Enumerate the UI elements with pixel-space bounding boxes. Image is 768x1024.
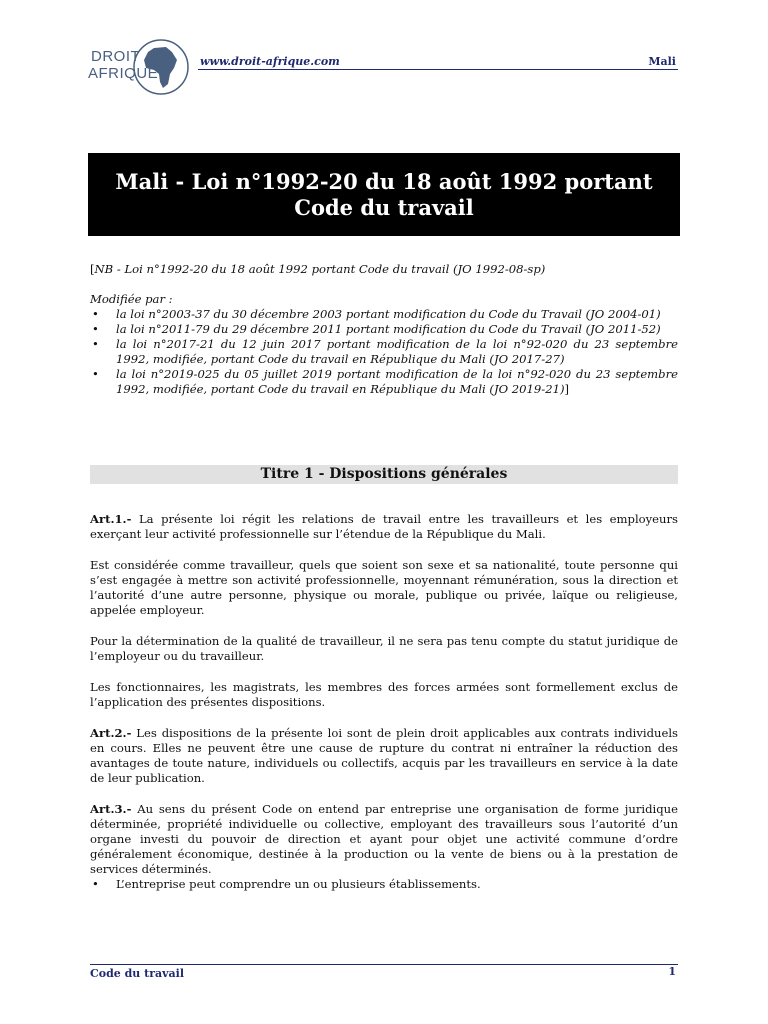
article-3-text-1: Au sens du présent Code on entend par entreprise une organisation de forme juridique déterminée, propriété individuelle ou collective, employant des travailleurs sous l’autorité d’un organe investi du pouvoir de direction et ayant pour objet une activité commune d’ordre généralement économique, destinée à la production ou la vente de biens ou à la prestation de services déterminés. — [90, 802, 678, 876]
nb-note — [90, 262, 678, 397]
header-country: Mali — [648, 55, 676, 68]
document-title: Mali - Loi n°1992-20 du 18 août 1992 portant Code du travail — [115, 168, 653, 220]
africa-globe-icon — [132, 38, 190, 96]
article-3-list — [90, 877, 678, 892]
article-1-paragraph-2: Est considérée comme travailleur, quels que soient son sexe et sa nationalité, toute personne qui s’est engagée à mettre son activité professionnelle, moyennant rémunération, sous la direction et l’autorité d’une autre personne, physique ou morale, publique ou privée, laïque ou religieuse, appelée employeur. — [90, 558, 678, 617]
document-body — [90, 512, 678, 892]
article-2-label: Art.2.- — [90, 726, 132, 740]
article-1-text-1: La présente loi régit les relations de travail entre les travailleurs et les employeurs exerçant leur activité professionnelle sur l’étendue de la République du Mali. — [90, 512, 678, 541]
article-3-bullet: • L’entreprise peut comprendre un ou plusieurs établissements. — [90, 877, 678, 892]
amendment-list — [90, 307, 678, 397]
footer-title: Code du travail — [90, 967, 185, 980]
droit-afrique-logo — [88, 38, 198, 96]
section-heading: Titre 1 - Dispositions générales — [90, 465, 678, 484]
amendment-item: • la loi n°2017-21 du 12 juin 2017 portant modification de la loi n°92-020 du 23 septembre 1992, modifiée, portant Code du travail en République du Mali (JO 2017-27) — [90, 337, 678, 367]
logo-text-line1: DROIT — [91, 48, 141, 65]
logo-text-line2: AFRIQUE — [88, 65, 159, 82]
nb-open-bracket: [ — [90, 262, 95, 276]
nb-close-bracket: ] — [564, 382, 570, 396]
nb-text: NB - Loi n°1992-20 du 18 août 1992 portant Code du travail (JO 1992-08-sp) — [94, 262, 546, 276]
header-divider — [198, 69, 678, 70]
article-1-paragraph-1 — [90, 512, 678, 542]
amendment-item-text: la loi n°2019-025 du 05 juillet 2019 portant modification de la loi n°92-020 du 23 septembre 1992, modifiée, portant Code du travail en République du Mali (JO 2019-21) — [116, 367, 678, 396]
amendment-item: • la loi n°2011-79 du 29 décembre 2011 portant modification du Code du Travail (JO 2011-52) — [90, 322, 678, 337]
article-1-paragraph-4: Les fonctionnaires, les magistrats, les membres des forces armées sont formellement exclus de l’application des présentes dispositions. — [90, 680, 678, 709]
article-1-paragraph-3: Pour la détermination de la qualité de travailleur, il ne sera pas tenu compte du statut juridique de l’employeur ou du travailleur. — [90, 634, 678, 663]
nb-modified-by: Modifiée par : — [90, 292, 173, 306]
article-1-label: Art.1.- — [90, 512, 132, 526]
page-number: 1 — [668, 965, 676, 978]
article-3-paragraph-1 — [90, 802, 678, 877]
amendment-item: • la loi n°2003-37 du 30 décembre 2003 portant modification du Code du Travail (JO 2004-01) — [90, 307, 678, 322]
article-2-paragraph-1 — [90, 726, 678, 786]
amendment-item-last — [90, 367, 678, 397]
article-2-text-1: Les dispositions de la présente loi sont de plein droit applicables aux contrats individuels en cours. Elles ne peuvent être une cause de rupture du contrat ni entraîner la réduction des avantages de toute nature, individuels ou collectifs, acquis par les travailleurs en service à la date de leur publication. — [90, 726, 678, 785]
document-title-box — [88, 153, 680, 236]
footer-divider — [90, 964, 678, 965]
article-3-label: Art.3.- — [90, 802, 132, 816]
page-header — [0, 0, 768, 100]
site-url-link[interactable]: www.droit-afrique.com — [200, 55, 340, 68]
nb-intro — [90, 262, 678, 277]
